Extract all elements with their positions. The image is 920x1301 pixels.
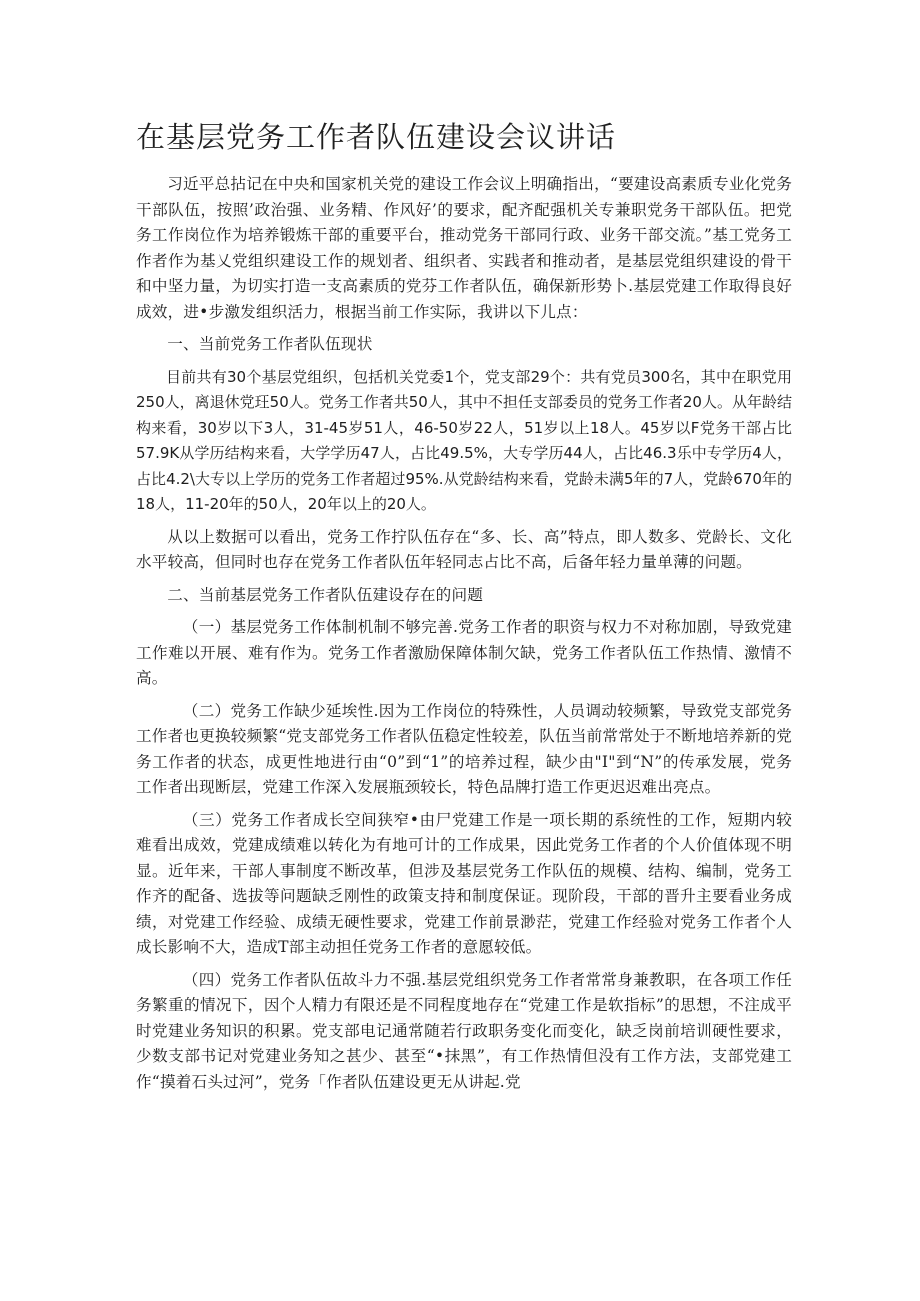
problem-paragraph-4: （四）党务工作者队伍故斗力不强.基层党组织党务工作者常常身兼教职，在各项工作任务繁重的情况下，因个人精力有限还是不同程度地存在“党建工作是软指标”的思想，不注成平时党建业务知识的积累。党支部电记通常随若行政职务变化而变化，缺乏岗前培训硬性要求，少数支部书记对党建业务知之甚少、甚至“•抹黑”，有工作热情但没有工作方法，支部党建工作“摸着石头过河”，党务「作者队伍建设更无从讲起.党 bbox=[136, 970, 792, 1091]
problem-paragraph-3: （三）党务工作者成长空间狭窄•由尸党建工作是一项长期的系统性的工作，短期内较难看出成效，党建成绩难以转化为有地可计的工作成果，因此党务工作者的个人价值体现不明显。近年来，干部人事制度不断改革，但涉及基层党务工作队伍的规模、结构、编制，党务工作齐的配备、选拔等问题缺乏刚性的政策支持和制度保证。现阶段，干部的晋升主要看业务成绩，对党建工作经验、成绩无硬性要求，党建工作前景渺茫，党建工作经验对党务工作者个人成长影响不大，造成T部主动担任党务工作者的意愿较低。 bbox=[136, 810, 792, 956]
analysis-paragraph: 从以上数据可以看出，党务工作拧队伍存在“多、长、高”特点，即人数多、党龄长、文化水平较高，但同时也存在党务工作者队伍年轻同志占比不高，后备年轻力量单薄的问题。 bbox=[136, 527, 792, 571]
statistics-paragraph: 目前共有30个基层党组织，包括机关党委1个，党支部29个：共有党员300名，其中在职党用250人，离退休党玨50人。党务工作者共50人，其中不担任支部委员的党务工作者20人。从年龄结构来看，30岁以下3人，31-45岁51人，46-50岁22人，51岁以上18人。45岁以F党务干部占比57.9K从学历结构来看，大学学历47人，占比49.5%，大专学历44人，占比46.3乐中专学历4人，占比4.2\大专以上学历的党务工作者超过95%.从党龄结构来看，党龄未满5年的7人，党龄670年的18人，11-20年的50人，20年以上的20人。 bbox=[136, 367, 792, 513]
document-body bbox=[136, 172, 792, 1102]
problem-paragraph-2: （二）党务工作缺少延埃性.因为工作岗位的特殊性，人员调动较频繁，导致党支部党务工作者也更换较频繁“党支部党务工作者队伍稳定性较差，队伍当前常常处于不断地培养新的党务工作者的状态，成更性地进行由“0”到“1”的培养过程，缺少由"I"到“N”的传承发展，党务工作者出现断层，党建工作深入发展瓶颈较长，特色品牌打造工作更迟迟难出亮点。 bbox=[136, 701, 792, 796]
intro-paragraph: 习近平总拈记在中央和国家机关党的建设工作会议上明确指出，“要建设高素质专业化党务干部队伍，按照’政治强、业务精、作风好’的要求，配齐配强机关专兼职党务干部队伍。把党务工作岗位作为培养锻炼干部的重要平台，推动党务干部同行政、业务干部交流。”基工党务工作者作为基乂党组织建设工作的规划者、组织者、实践者和推动者，是基层党组织建设的骨干和中坚力量，为切实打造一支高素质的党芬工作者队伍，确保新形势卜.基层党建工作取得良好成效，进•步激发组织活力，根据当前工作实际，我讲以下儿点： bbox=[136, 175, 792, 321]
problem-paragraph-1: （一）基层党务工作体制机制不够完善.党务工作者的职资与权力不对称加剧，导致党建工作难以开展、难有作为。党务工作者激励保障体制欠缺，党务工作者队伍工作热情、激情不高。 bbox=[136, 618, 792, 687]
section-heading-1: 一、当前党务工作者队伍现状 bbox=[167, 335, 373, 353]
document-title: 在基层党务工作者队伍建设会议讲话 bbox=[136, 120, 617, 154]
section-heading-2: 二、当前基层党务工作者队伍建设存在的问题 bbox=[167, 585, 484, 604]
